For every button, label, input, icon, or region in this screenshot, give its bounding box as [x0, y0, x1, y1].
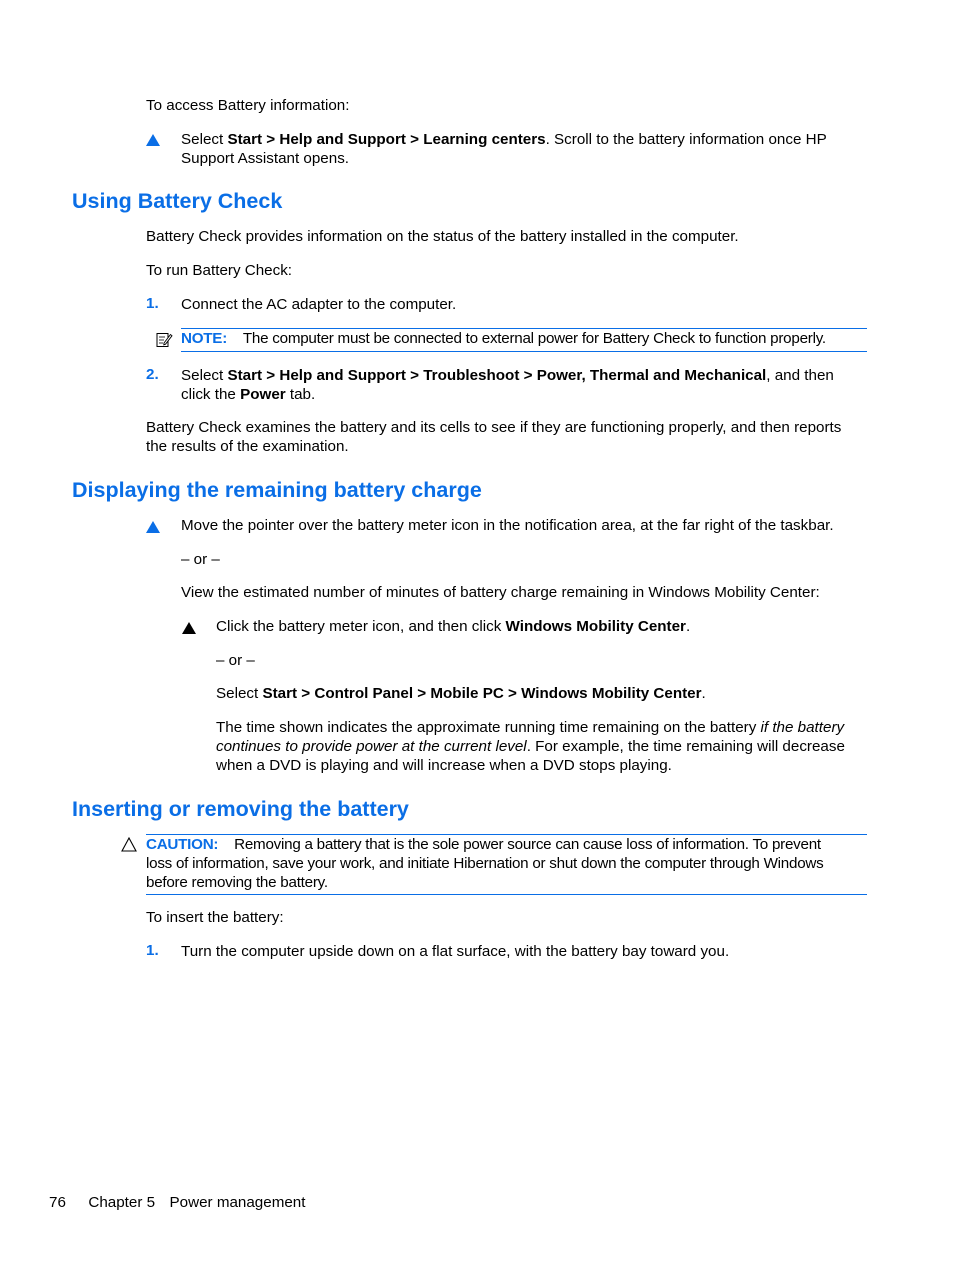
bullet-text: Move the pointer over the battery meter icon in the notification area, at the far right of the taskbar. [181, 517, 834, 534]
footer-chapter: Chapter 5 [88, 1194, 156, 1211]
caution-triangle-icon [121, 837, 137, 853]
section-heading-battery-check: Using Battery Check [72, 189, 283, 213]
step-text: Connect the AC adapter to the computer. [181, 296, 457, 313]
or-separator: – or – [181, 551, 220, 568]
step-number: 2. [146, 366, 159, 383]
step-number: 1. [146, 942, 159, 959]
note-bottom-rule [181, 351, 867, 352]
paragraph: Select Start > Control Panel > Mobile PC > Windows Mobility Center. [216, 685, 706, 702]
sub-bullet-text: Click the battery meter icon, and then click Windows Mobility Center. [216, 618, 691, 635]
paragraph: View the estimated number of minutes of battery charge remaining in Windows Mobility Center: [181, 584, 820, 601]
caution-callout: CAUTION: Removing a battery that is the sole power source can cause loss of information. To prevent loss of information, save your work, and initiate Hibernation or shut down the computer through Windows before removing the battery. [146, 836, 824, 891]
triangle-bullet-icon [182, 622, 196, 634]
page-number: 76 [49, 1194, 66, 1211]
caution-bottom-rule [146, 894, 867, 895]
step-text: Select Start > Help and Support > Troubleshoot > Power, Thermal and Mechanical, and then click the Power tab. [181, 367, 834, 403]
step-text: Turn the computer upside down on a flat surface, with the battery bay toward you. [181, 943, 730, 960]
or-separator: – or – [216, 652, 255, 669]
paragraph: Battery Check provides information on the status of the battery installed in the computer. [146, 228, 739, 245]
bullet-learning-centers: Select Start > Help and Support > Learning centers. Scroll to the battery information once HP Support Assistant opens. [181, 131, 827, 167]
section-heading-remaining-charge: Displaying the remaining battery charge [72, 478, 482, 502]
note-pencil-icon [156, 331, 172, 347]
paragraph: To run Battery Check: [146, 262, 293, 279]
step-number: 1. [146, 295, 159, 312]
intro-text: To access Battery information: [146, 97, 350, 114]
paragraph: Battery Check examines the battery and its cells to see if they are functioning properly, and then reports the results of the examination. [146, 419, 842, 455]
triangle-bullet-icon [146, 134, 160, 146]
note-callout: NOTE: The computer must be connected to external power for Battery Check to function properly. [181, 330, 826, 347]
paragraph: To insert the battery: [146, 909, 284, 926]
section-heading-inserting-battery: Inserting or removing the battery [72, 797, 409, 821]
page-footer [49, 1193, 305, 1212]
footer-title: Power management [169, 1194, 306, 1211]
paragraph: The time shown indicates the approximate running time remaining on the battery if the battery continues to provide power at the current level. For example, the time remaining will decrease when a DVD is playing and will increase when a DVD stops playing. [216, 719, 845, 774]
triangle-bullet-icon [146, 521, 160, 533]
